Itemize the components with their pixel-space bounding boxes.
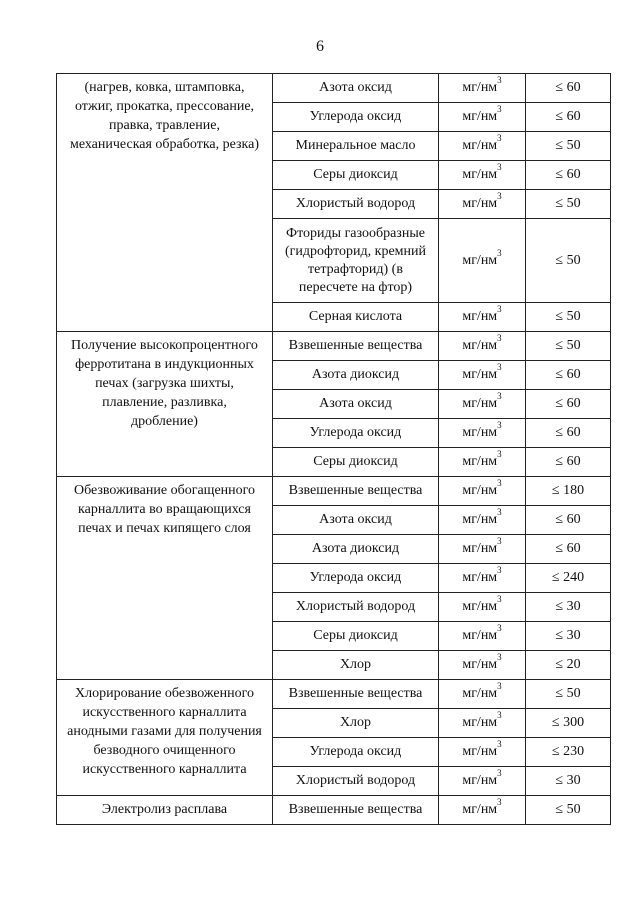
pollutant-cell: Азота диоксид	[273, 535, 439, 564]
limit-cell: ≤ 30	[526, 622, 611, 651]
limit-cell: ≤ 300	[526, 709, 611, 738]
unit-exponent: 3	[497, 391, 502, 402]
unit-cell	[439, 767, 526, 796]
unit-base: мг/нм	[462, 80, 498, 95]
limit-cell: ≤ 60	[526, 390, 611, 419]
unit-exponent: 3	[497, 565, 502, 576]
pollutant-cell: Взвешенные вещества	[273, 796, 439, 825]
unit-base: мг/нм	[462, 338, 498, 353]
limit-cell: ≤ 30	[526, 767, 611, 796]
process-cell: (нагрев, ковка, штамповка, отжиг, прокатка, прессование, правка, травление, механическая обработка, резка)	[57, 74, 273, 332]
limit-cell: ≤ 50	[526, 303, 611, 332]
unit-base: мг/нм	[462, 686, 498, 701]
unit-base: мг/нм	[462, 599, 498, 614]
unit-exponent: 3	[497, 594, 502, 605]
pollutant-cell: Азота оксид	[273, 390, 439, 419]
process-cell: Хлорирование обезвоженного искусственного карналлита анодными газами для получения безводного очищенного искусственного карналлита	[57, 680, 273, 796]
unit-base: мг/нм	[462, 425, 498, 440]
limit-cell: ≤ 50	[526, 332, 611, 361]
unit-exponent: 3	[497, 75, 502, 86]
unit-exponent: 3	[497, 449, 502, 460]
unit-base: мг/нм	[462, 367, 498, 382]
unit-exponent: 3	[497, 191, 502, 202]
unit-base: мг/нм	[462, 657, 498, 672]
unit-base: мг/нм	[462, 628, 498, 643]
limit-cell: ≤ 60	[526, 103, 611, 132]
pollutant-cell: Азота оксид	[273, 74, 439, 103]
unit-exponent: 3	[497, 247, 502, 258]
unit-base: мг/нм	[462, 196, 498, 211]
limit-cell: ≤ 60	[526, 448, 611, 477]
unit-base: мг/нм	[462, 541, 498, 556]
unit-exponent: 3	[497, 768, 502, 779]
emission-limits-table	[56, 73, 611, 825]
unit-exponent: 3	[497, 681, 502, 692]
unit-cell	[439, 132, 526, 161]
unit-base: мг/нм	[462, 773, 498, 788]
unit-cell	[439, 303, 526, 332]
pollutant-cell: Хлористый водород	[273, 767, 439, 796]
unit-exponent: 3	[497, 536, 502, 547]
unit-cell	[439, 448, 526, 477]
limit-cell: ≤ 60	[526, 74, 611, 103]
limit-cell: ≤ 60	[526, 161, 611, 190]
unit-cell	[439, 74, 526, 103]
unit-base: мг/нм	[462, 483, 498, 498]
pollutant-cell: Углерода оксид	[273, 738, 439, 767]
limit-cell: ≤ 20	[526, 651, 611, 680]
pollutant-cell: Углерода оксид	[273, 419, 439, 448]
pollutant-cell: Взвешенные вещества	[273, 477, 439, 506]
limit-cell: ≤ 50	[526, 796, 611, 825]
pollutant-cell: Серная кислота	[273, 303, 439, 332]
unit-cell	[439, 477, 526, 506]
table-row	[57, 332, 611, 361]
unit-exponent: 3	[497, 104, 502, 115]
limit-cell: ≤ 50	[526, 219, 611, 303]
pollutant-cell: Взвешенные вещества	[273, 332, 439, 361]
unit-cell	[439, 419, 526, 448]
pollutant-cell: Углерода оксид	[273, 103, 439, 132]
limit-cell: ≤ 30	[526, 593, 611, 622]
unit-cell	[439, 506, 526, 535]
limit-cell: ≤ 60	[526, 506, 611, 535]
pollutant-cell: Азота оксид	[273, 506, 439, 535]
pollutant-cell: Серы диоксид	[273, 448, 439, 477]
unit-cell	[439, 680, 526, 709]
unit-base: мг/нм	[462, 802, 498, 817]
unit-exponent: 3	[497, 507, 502, 518]
limit-cell: ≤ 50	[526, 190, 611, 219]
unit-cell	[439, 219, 526, 303]
unit-base: мг/нм	[462, 512, 498, 527]
unit-cell	[439, 332, 526, 361]
unit-exponent: 3	[497, 739, 502, 750]
unit-base: мг/нм	[462, 744, 498, 759]
process-cell: Обезвоживание обогащенного карналлита во вращающихся печах и печах кипящего слоя	[57, 477, 273, 680]
unit-base: мг/нм	[462, 715, 498, 730]
unit-exponent: 3	[497, 420, 502, 431]
unit-exponent: 3	[497, 623, 502, 634]
pollutant-cell: Взвешенные вещества	[273, 680, 439, 709]
limit-cell: ≤ 230	[526, 738, 611, 767]
unit-exponent: 3	[497, 797, 502, 808]
limit-cell: ≤ 60	[526, 361, 611, 390]
limit-cell: ≤ 50	[526, 680, 611, 709]
unit-base: мг/нм	[462, 309, 498, 324]
table-row	[57, 796, 611, 825]
pollutant-cell: Азота диоксид	[273, 361, 439, 390]
unit-cell	[439, 103, 526, 132]
unit-base: мг/нм	[462, 167, 498, 182]
pollutant-cell: Хлор	[273, 709, 439, 738]
unit-base: мг/нм	[462, 570, 498, 585]
unit-cell	[439, 622, 526, 651]
limit-cell: ≤ 60	[526, 419, 611, 448]
table-row	[57, 680, 611, 709]
process-cell: Электролиз расплава	[57, 796, 273, 825]
unit-cell	[439, 593, 526, 622]
pollutant-cell: Углерода оксид	[273, 564, 439, 593]
pollutant-cell: Серы диоксид	[273, 622, 439, 651]
unit-exponent: 3	[497, 362, 502, 373]
unit-exponent: 3	[497, 133, 502, 144]
unit-base: мг/нм	[462, 454, 498, 469]
process-cell: Получение высокопроцентного ферротитана в индукционных печах (загрузка шихты, плавление, разливка, дробление)	[57, 332, 273, 477]
page-number: 6	[316, 38, 324, 55]
unit-base: мг/нм	[462, 138, 498, 153]
unit-cell	[439, 738, 526, 767]
table-row	[57, 74, 611, 103]
unit-base: мг/нм	[462, 396, 498, 411]
unit-exponent: 3	[497, 304, 502, 315]
unit-exponent: 3	[497, 333, 502, 344]
unit-cell	[439, 651, 526, 680]
unit-cell	[439, 190, 526, 219]
unit-base: мг/нм	[462, 109, 498, 124]
table-row	[57, 477, 611, 506]
pollutant-cell: Фториды газообразные (гидрофторид, кремний тетрафторид) (в пересчете на фтор)	[273, 219, 439, 303]
limit-cell: ≤ 240	[526, 564, 611, 593]
unit-exponent: 3	[497, 652, 502, 663]
unit-cell	[439, 390, 526, 419]
unit-exponent: 3	[497, 478, 502, 489]
unit-cell	[439, 709, 526, 738]
unit-exponent: 3	[497, 162, 502, 173]
pollutant-cell: Хлор	[273, 651, 439, 680]
limit-cell: ≤ 50	[526, 132, 611, 161]
unit-exponent: 3	[497, 710, 502, 721]
limit-cell: ≤ 180	[526, 477, 611, 506]
pollutant-cell: Хлористый водород	[273, 190, 439, 219]
unit-cell	[439, 161, 526, 190]
unit-cell	[439, 535, 526, 564]
table-body	[57, 74, 611, 825]
pollutant-cell: Хлористый водород	[273, 593, 439, 622]
pollutant-cell: Серы диоксид	[273, 161, 439, 190]
limit-cell: ≤ 60	[526, 535, 611, 564]
unit-base: мг/нм	[462, 252, 498, 268]
pollutant-cell: Минеральное масло	[273, 132, 439, 161]
unit-cell	[439, 564, 526, 593]
unit-cell	[439, 796, 526, 825]
unit-cell	[439, 361, 526, 390]
